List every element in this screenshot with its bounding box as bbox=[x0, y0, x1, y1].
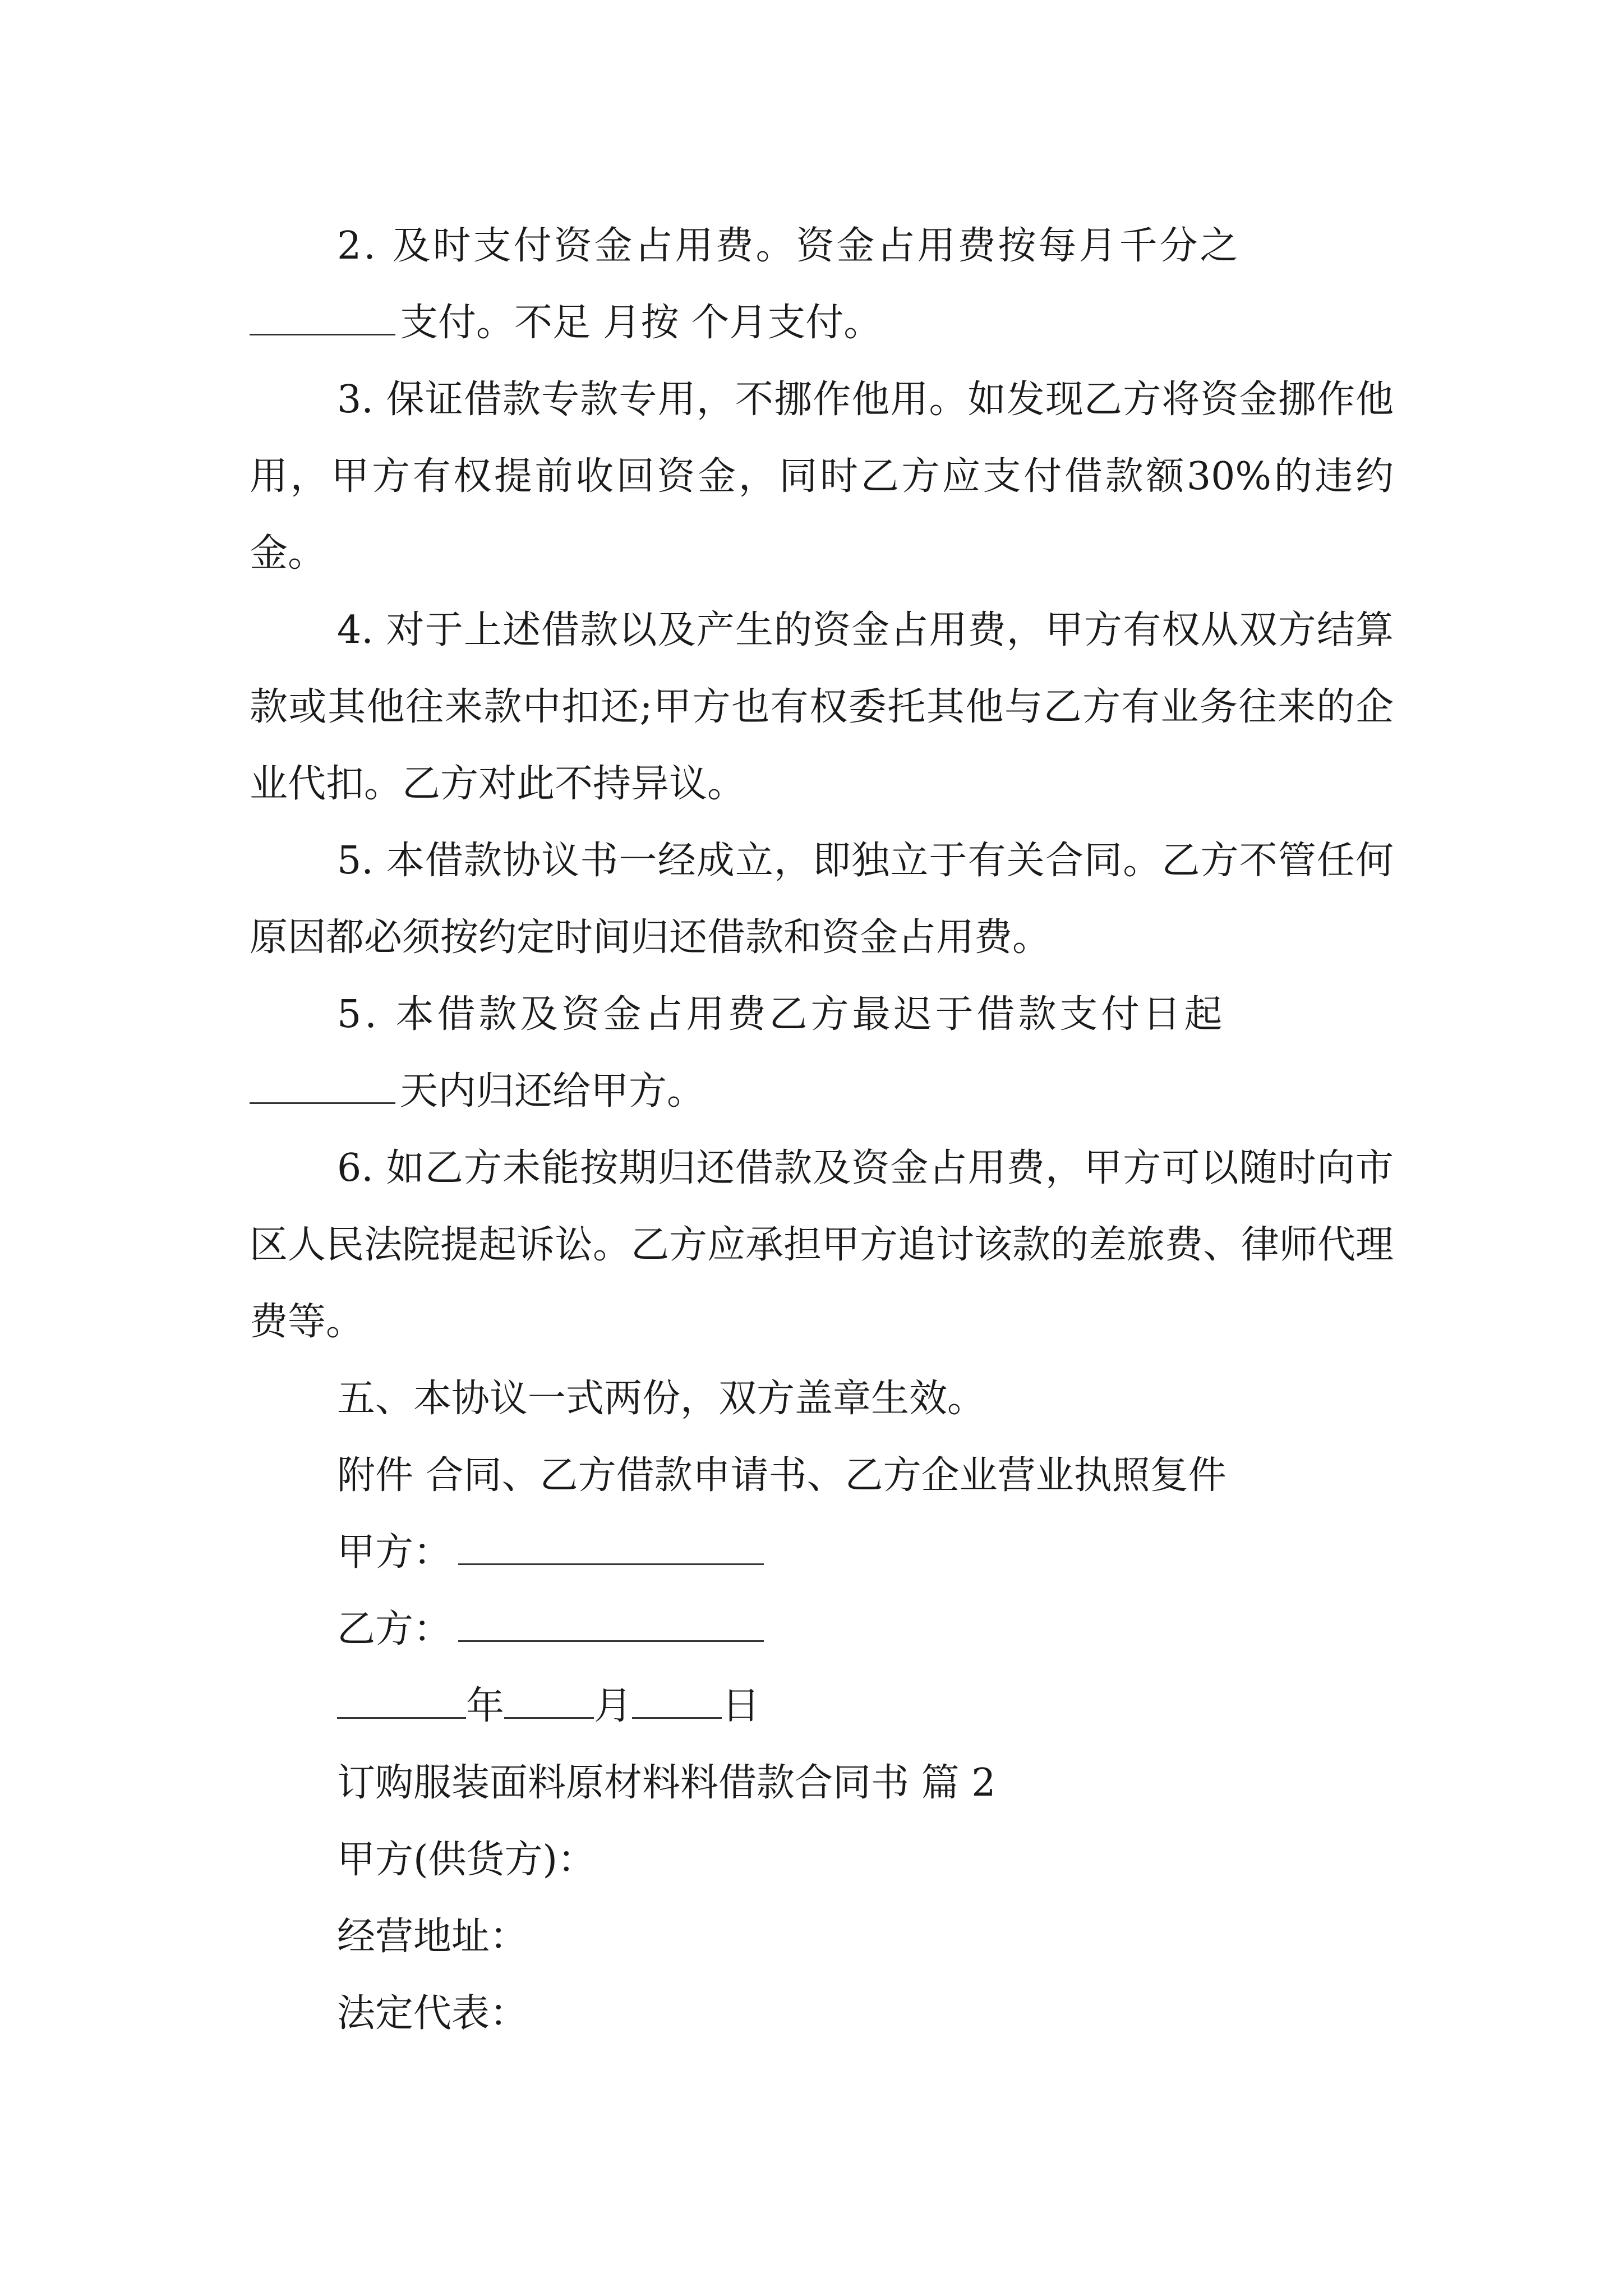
party-b-line bbox=[250, 1591, 1394, 1668]
document-body bbox=[250, 208, 1394, 2052]
item-6: 6. 如乙方未能按期归还借款及资金占用费，甲方可以随时向市区人民法院提起诉讼。乙方应承担甲方追讨该款的差旅费、律师代理费等。 bbox=[250, 1146, 1394, 1344]
item-5b-line-1 bbox=[250, 976, 1394, 1053]
legal-rep-label: 法定代表： bbox=[337, 1991, 528, 2036]
year-label: 年 bbox=[466, 1684, 505, 1728]
item-2-text-a: 2. 及时支付资金占用费。资金占用费按每月千分之 bbox=[337, 224, 1241, 268]
party-b-label: 乙方： bbox=[337, 1607, 452, 1651]
item-5b-text-b: 天内归还给甲方。 bbox=[400, 1069, 706, 1114]
address-label: 经营地址： bbox=[337, 1915, 528, 1959]
clause-5: 五、本协议一式两份，双方盖章生效。 bbox=[337, 1377, 986, 1421]
party-a-line bbox=[250, 1514, 1394, 1591]
days-blank bbox=[250, 1069, 395, 1104]
item-2-text-b: 支付。不足 月按 个月支付。 bbox=[400, 301, 882, 345]
item-2-line-2 bbox=[250, 284, 1394, 361]
item-3: 3. 保证借款专款专用，不挪作他用。如发现乙方将资金挪作他用，甲方有权提前收回资金，同时乙方应支付借款额30%的违约金。 bbox=[250, 378, 1394, 576]
party-a-blank bbox=[458, 1530, 764, 1565]
party-b-blank bbox=[458, 1607, 764, 1642]
supplier-label: 甲方(供货方)： bbox=[337, 1838, 596, 1882]
item-5b-line-2 bbox=[250, 1053, 1394, 1130]
year-blank bbox=[337, 1683, 466, 1719]
date-line bbox=[250, 1668, 1394, 1745]
item-5b-text-a: 5. 本借款及资金占用费乙方最迟于借款支付日起 bbox=[337, 992, 1226, 1037]
day-blank bbox=[632, 1683, 722, 1719]
fee-rate-blank bbox=[250, 300, 395, 335]
day-label: 日 bbox=[722, 1684, 760, 1728]
month-blank bbox=[504, 1683, 594, 1719]
party-a-label: 甲方： bbox=[337, 1530, 452, 1575]
section-2-title: 订购服装面料原材料料借款合同书 篇 2 bbox=[337, 1761, 996, 1805]
attachment-line: 附件 合同、乙方借款申请书、乙方企业营业执照复件 bbox=[337, 1453, 1227, 1498]
item-2-line-1 bbox=[250, 208, 1394, 284]
item-4: 4. 对于上述借款以及产生的资金占用费，甲方有权从双方结算款或其他往来款中扣还;甲方也有权委托其他与乙方有业务往来的企业代扣。乙方对此不持异议。 bbox=[250, 608, 1394, 806]
month-label: 月 bbox=[594, 1684, 633, 1728]
item-5a: 5. 本借款协议书一经成立，即独立于有关合同。乙方不管任何原因都必须按约定时间归还借款和资金占用费。 bbox=[250, 839, 1394, 960]
